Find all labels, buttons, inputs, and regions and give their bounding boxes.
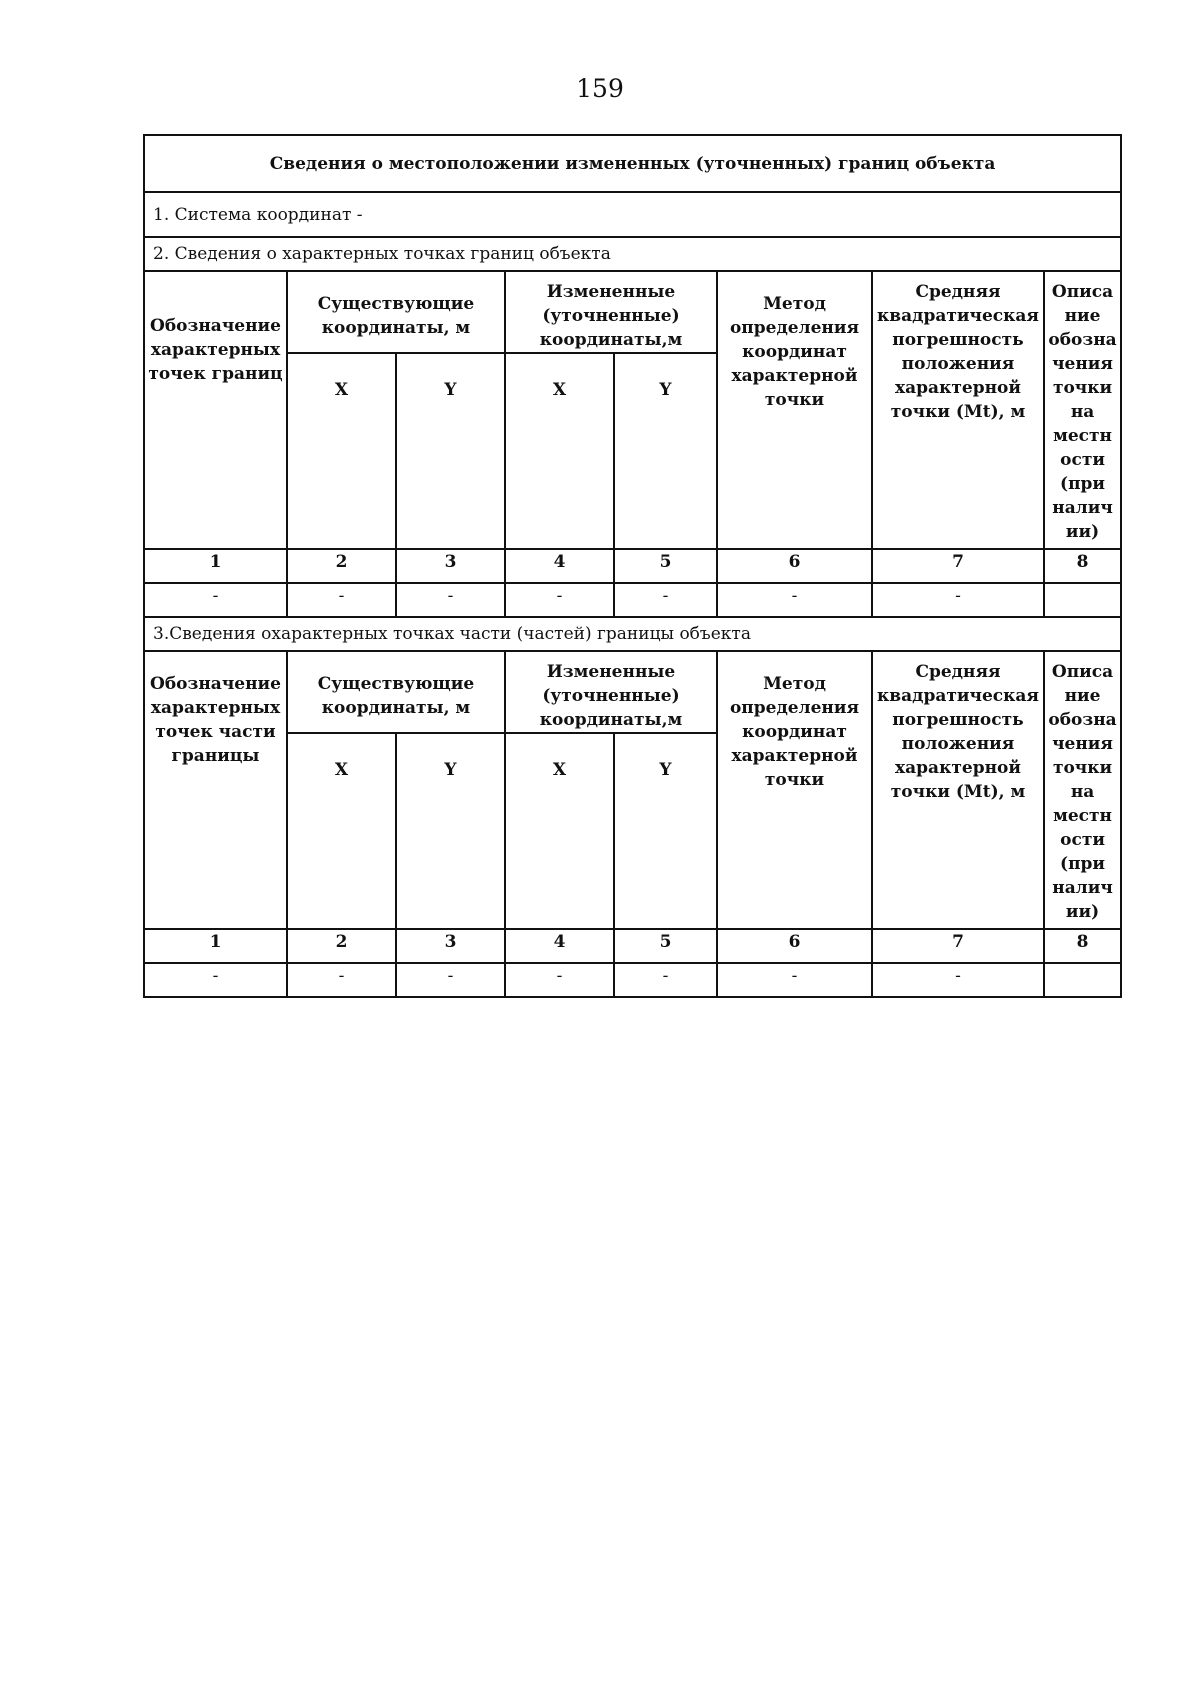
table-cell: - <box>717 963 872 997</box>
table-cell: - <box>505 963 614 997</box>
section2-changed-y-header: Y <box>614 353 717 549</box>
section2-description-header: Описа ние обозна чения точки на местн ости (при налич ии) <box>1044 271 1121 549</box>
section2-col-designation-header: Обозначение характерных точек границ <box>144 271 287 549</box>
table-cell: - <box>614 583 717 617</box>
column-number: 1 <box>144 929 287 963</box>
table-title: Сведения о местоположении измененных (уточненных) границ объекта <box>144 135 1121 192</box>
section3-method-header: Метод определения координат характерной точки <box>717 651 872 929</box>
table-cell <box>1044 583 1121 617</box>
column-number: 6 <box>717 549 872 583</box>
table-cell: - <box>872 583 1044 617</box>
section2-changed-coords-header: Измененные (уточненные) координаты,м <box>505 271 717 353</box>
section3-existing-x-header: X <box>287 733 396 929</box>
section3-changed-x-header: X <box>505 733 614 929</box>
section3-existing-y-header: Y <box>396 733 505 929</box>
coordinate-system-row: 1. Система координат - <box>144 192 1121 237</box>
table-cell: - <box>396 963 505 997</box>
table-cell: - <box>717 583 872 617</box>
column-number: 6 <box>717 929 872 963</box>
page-number: 159 <box>576 74 624 103</box>
column-number: 7 <box>872 549 1044 583</box>
table-cell: - <box>144 963 287 997</box>
table-cell: - <box>614 963 717 997</box>
section3-changed-y-header: Y <box>614 733 717 929</box>
column-number: 1 <box>144 549 287 583</box>
table-cell: - <box>505 583 614 617</box>
column-number: 8 <box>1044 549 1121 583</box>
column-number: 2 <box>287 549 396 583</box>
section3-col-designation-header: Обозначение характерных точек части границы <box>144 651 287 929</box>
section3-data-row <box>144 963 1121 997</box>
column-number: 3 <box>396 929 505 963</box>
section2-existing-x-header: X <box>287 353 396 549</box>
section2-method-header: Метод определения координат характерной точки <box>717 271 872 549</box>
column-number: 5 <box>614 549 717 583</box>
table-cell: - <box>287 963 396 997</box>
column-number: 3 <box>396 549 505 583</box>
section3-error-header: Средняя квадратическая погрешность положения характерной точки (Mt), м <box>872 651 1044 929</box>
section3-changed-coords-header: Измененные (уточненные) координаты,м <box>505 651 717 733</box>
section2-column-numbers-row <box>144 549 1121 583</box>
column-number: 8 <box>1044 929 1121 963</box>
table-cell: - <box>872 963 1044 997</box>
column-number: 2 <box>287 929 396 963</box>
column-number: 7 <box>872 929 1044 963</box>
table-cell: - <box>396 583 505 617</box>
table-cell <box>1044 963 1121 997</box>
table-cell: - <box>287 583 396 617</box>
section3-column-numbers-row <box>144 929 1121 963</box>
section2-existing-y-header: Y <box>396 353 505 549</box>
section2-error-header: Средняя квадратическая погрешность положения характерной точки (Mt), м <box>872 271 1044 549</box>
section3-heading: 3.Сведения охарактерных точках части (частей) границы объекта <box>144 617 1121 651</box>
column-number: 5 <box>614 929 717 963</box>
column-number: 4 <box>505 929 614 963</box>
boundary-info-table <box>143 134 1122 998</box>
section2-data-row <box>144 583 1121 617</box>
section2-existing-coords-header: Существующие координаты, м <box>287 271 505 353</box>
section2-heading: 2. Сведения о характерных точках границ объекта <box>144 237 1121 271</box>
section3-description-header: Описа ние обозна чения точки на местн ости (при налич ии) <box>1044 651 1121 929</box>
section3-existing-coords-header: Существующие координаты, м <box>287 651 505 733</box>
section2-changed-x-header: X <box>505 353 614 549</box>
column-number: 4 <box>505 549 614 583</box>
table-cell: - <box>144 583 287 617</box>
